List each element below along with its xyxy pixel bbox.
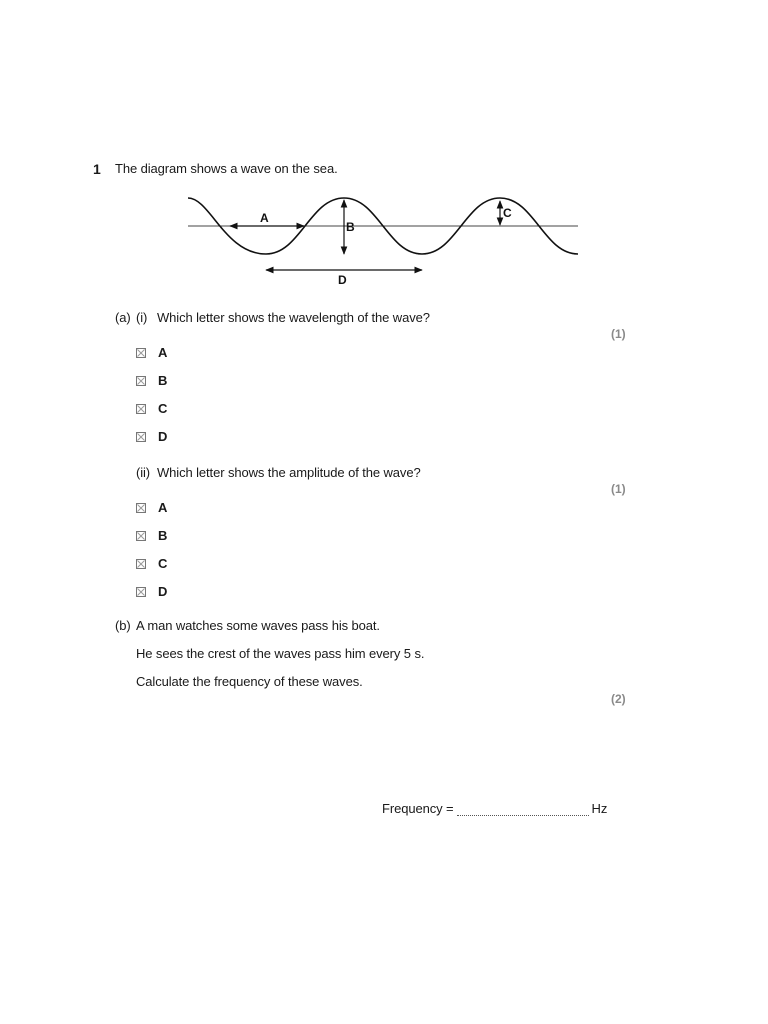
option-a-i-d[interactable] bbox=[136, 429, 167, 444]
frequency-answer-row bbox=[382, 801, 607, 816]
part-a-label: (a) bbox=[115, 310, 131, 325]
checkbox-icon[interactable] bbox=[136, 559, 146, 569]
part-a-ii-question: Which letter shows the amplitude of the wave? bbox=[157, 465, 421, 480]
option-label: A bbox=[158, 345, 168, 360]
option-a-ii-d[interactable] bbox=[136, 584, 167, 599]
option-label: D bbox=[158, 429, 168, 444]
checkbox-icon[interactable] bbox=[136, 404, 146, 414]
frequency-unit: Hz bbox=[591, 801, 608, 816]
part-b-line3: Calculate the frequency of these waves. bbox=[136, 674, 363, 689]
checkbox-icon[interactable] bbox=[136, 531, 146, 541]
question-intro: The diagram shows a wave on the sea. bbox=[115, 161, 338, 176]
option-label: D bbox=[158, 584, 168, 599]
label-b: B bbox=[346, 220, 355, 234]
option-a-ii-b[interactable] bbox=[136, 528, 167, 543]
option-a-i-a[interactable] bbox=[136, 345, 167, 360]
part-b-line2: He sees the crest of the waves pass him every 5 s. bbox=[136, 646, 425, 661]
part-b-line1: A man watches some waves pass his boat. bbox=[136, 618, 380, 633]
part-b-marks: (2) bbox=[611, 692, 626, 706]
label-c: C bbox=[503, 206, 512, 220]
label-d: D bbox=[338, 273, 347, 287]
option-label: B bbox=[158, 373, 168, 388]
option-label: C bbox=[158, 401, 168, 416]
option-a-ii-c[interactable] bbox=[136, 556, 167, 571]
option-label: B bbox=[158, 528, 168, 543]
frequency-label: Frequency = bbox=[382, 801, 454, 816]
part-b-label: (b) bbox=[115, 618, 131, 633]
option-a-i-c[interactable] bbox=[136, 401, 167, 416]
option-label: A bbox=[158, 500, 168, 515]
checkbox-icon[interactable] bbox=[136, 348, 146, 358]
checkbox-icon[interactable] bbox=[136, 587, 146, 597]
label-a: A bbox=[260, 211, 269, 225]
checkbox-icon[interactable] bbox=[136, 432, 146, 442]
option-a-i-b[interactable] bbox=[136, 373, 167, 388]
option-label: C bbox=[158, 556, 168, 571]
checkbox-icon[interactable] bbox=[136, 503, 146, 513]
option-a-ii-a[interactable] bbox=[136, 500, 167, 515]
checkbox-icon[interactable] bbox=[136, 376, 146, 386]
part-a-ii-label: (ii) bbox=[136, 465, 151, 480]
question-number: 1 bbox=[93, 161, 101, 177]
part-a-i-question: Which letter shows the wavelength of the wave? bbox=[157, 310, 430, 325]
part-a-i-label: (i) bbox=[136, 310, 148, 325]
part-a-i-marks: (1) bbox=[611, 327, 626, 341]
part-a-ii-marks: (1) bbox=[611, 482, 626, 496]
frequency-answer-field[interactable] bbox=[457, 803, 589, 816]
wave-diagram bbox=[180, 188, 590, 288]
